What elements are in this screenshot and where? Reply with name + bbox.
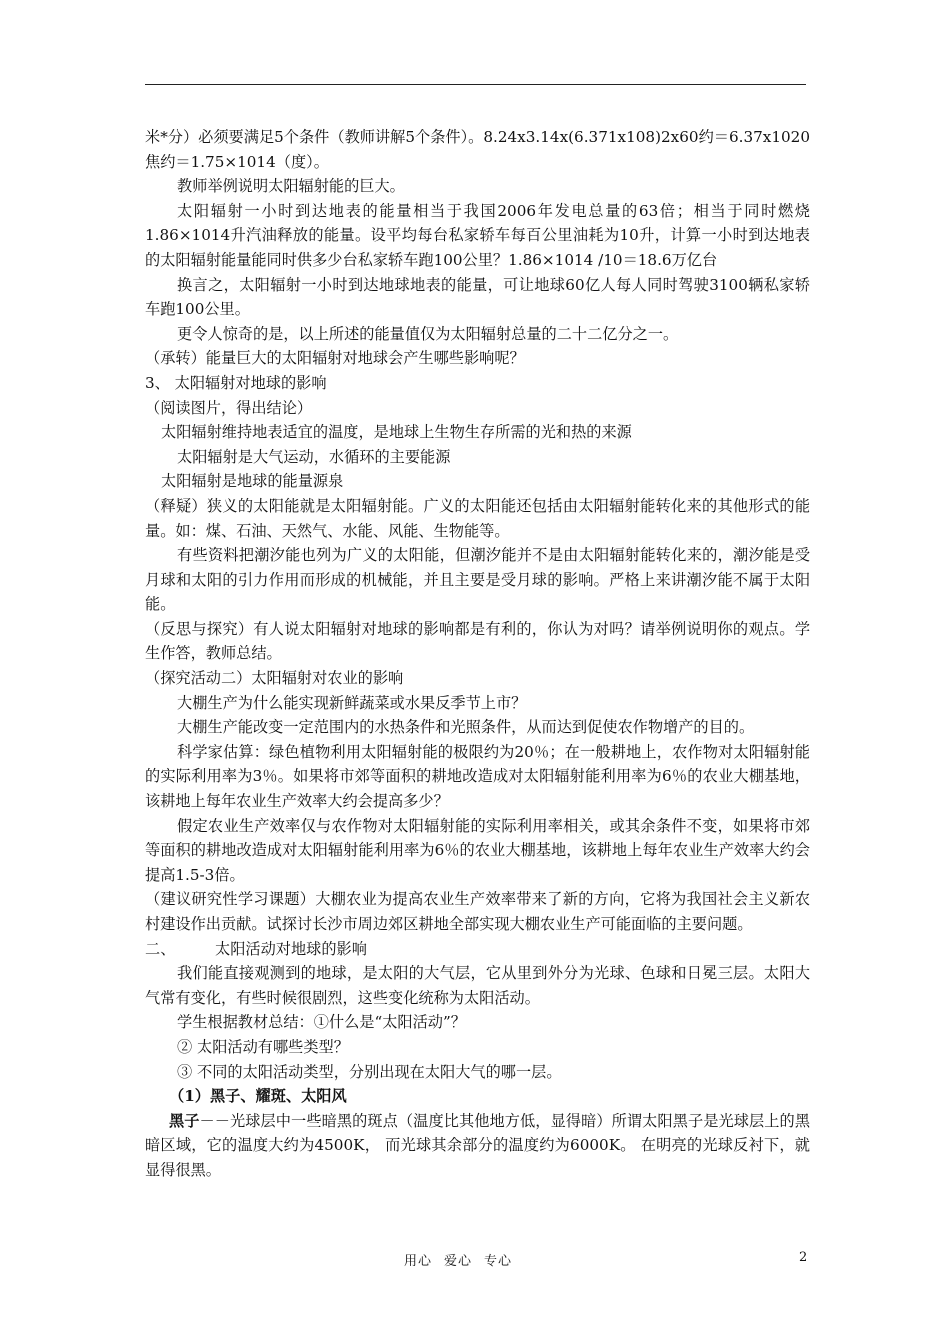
paragraph: 太阳辐射维持地表适宜的温度，是地球上生物生存所需的光和热的来源 xyxy=(161,423,632,442)
paragraph: 3、 太阳辐射对地球的影响 xyxy=(145,373,327,392)
paragraph: 有些资料把潮汐能也列为广义的太阳能，但潮汐能并不是由太阳辐射能转化来的，潮汐能是受月球和太阳的引力作用而形成的机械能，并且主要是受月球的影响。严格上来讲潮汐能不属于太阳能。 xyxy=(145,546,810,614)
paragraph: ② 太阳活动有哪些类型？ xyxy=(177,1037,349,1056)
paragraph: （建议研究性学习课题）大棚农业为提高农业生产效率带来了新的方向，它将为我国社会主义新农村建设作出贡献。试探讨长沙市周边郊区耕地全部实现大棚农业生产可能面临的主要问题。 xyxy=(145,890,810,933)
footer-word: 专心 xyxy=(484,1254,513,1269)
paragraph: 学生根据教材总结：①什么是“太阳活动”？ xyxy=(177,1013,466,1032)
page-number: 2 xyxy=(799,1250,808,1265)
sunspot-term: 黑子 xyxy=(169,1111,200,1130)
paragraph: （探究活动二）太阳辐射对农业的影响 xyxy=(145,669,404,688)
paragraph: 太阳辐射是大气运动，水循环的主要能源 xyxy=(177,447,451,466)
sunspot-text: －－光球层中一些暗黑的斑点（温度比其他地方低，显得暗）所谓太阳黑子是光球层上的黑暗区域，它的温度大约为4500K， 而光球其余部分的温度约为6000K。 在明亮的光球反衬下，就显得很黑。 xyxy=(145,1111,810,1179)
document-body xyxy=(145,125,810,1183)
paragraph: 太阳辐射是地球的能量源泉 xyxy=(161,472,344,491)
paragraph: ③ 不同的太阳活动类型，分别出现在太阳大气的哪一层。 xyxy=(177,1062,562,1081)
section-heading xyxy=(145,937,810,962)
header-rule xyxy=(145,84,806,85)
paragraph: 换言之，太阳辐射一小时到达地球地表的能量，可让地球60亿人每人同时驾驶3100辆私家轿车跑100公里。 xyxy=(145,275,810,319)
section-title: 太阳活动对地球的影响 xyxy=(215,939,367,958)
paragraph: 米*分）必须要满足5个条件（教师讲解5个条件）。8.24x3.14x(6.371x108)2x60约＝6.37x1020焦约＝1.75×1014（度）。 xyxy=(145,128,810,171)
paragraph: （阅读图片，得出结论） xyxy=(145,398,313,417)
paragraph: 太阳辐射一小时到达地表的能量相当于我国2006年发电总量的63倍；相当于同时燃烧1.86×1014升汽油释放的能量。设平均每台私家轿车每百公里油耗为10升，计算一小时到达地表的太阳辐射能量能同时供多少台私家轿车跑100公里？1.86×1014 /10＝18.6万亿台 xyxy=(145,201,810,269)
paragraph: （释疑）狭义的太阳能就是太阳辐射能。广义的太阳能还包括由太阳辐射能转化来的其他形式的能量。如：煤、石油、天然气、水能、风能、生物能等。 xyxy=(145,496,810,540)
paragraph: 教师举例说明太阳辐射能的巨大。 xyxy=(177,177,405,196)
subheading: （1）黑子、耀斑、太阳风 xyxy=(169,1087,347,1106)
paragraph: 科学家估算：绿色植物利用太阳辐射能的极限约为20％；在一般耕地上，农作物对太阳辐射能的实际利用率为3％。如果将市郊等面积的耕地改造成对太阳辐射能利用率为6％的农业大棚基地，该耕地上每年农业生产效率大约会提高多少？ xyxy=(145,742,810,811)
paragraph: 我们能直接观测到的地球，是太阳的大气层，它从里到外分为光球、色球和日冕三层。太阳大气常有变化，有些时候很剧烈，这些变化统称为太阳活动。 xyxy=(145,964,810,1007)
footer-motto xyxy=(404,1250,512,1269)
footer-word: 用心 xyxy=(404,1254,433,1269)
sunspot-paragraph xyxy=(145,1109,810,1183)
paragraph: （反思与探究）有人说太阳辐射对地球的影响都是有利的，你认为对吗？请举例说明你的观点。学生作答，教师总结。 xyxy=(145,619,810,663)
paragraph: 大棚生产能改变一定范围内的水热条件和光照条件，从而达到促使农作物增产的目的。 xyxy=(177,718,755,737)
paragraph: 假定农业生产效率仅与农作物对太阳辐射能的实际利用率相关，或其余条件不变，如果将市郊等面积的耕地改造成对太阳辐射能利用率为6％的农业大棚基地，该耕地上每年农业生产效率大约会提高1.5-3倍。 xyxy=(145,816,810,884)
paragraph-group-2 xyxy=(145,961,810,1084)
paragraph: 更令人惊奇的是，以上所述的能量值仅为太阳辐射总量的二十二亿分之一。 xyxy=(177,324,679,343)
paragraph: （承转）能量巨大的太阳辐射对地球会产生哪些影响呢？ xyxy=(145,349,525,368)
paragraph: 大棚生产为什么能实现新鲜蔬菜或水果反季节上市？ xyxy=(177,693,527,712)
paragraph-group-1 xyxy=(145,125,810,937)
footer-word: 爱心 xyxy=(444,1254,473,1269)
section-number: 二、 xyxy=(145,939,176,958)
